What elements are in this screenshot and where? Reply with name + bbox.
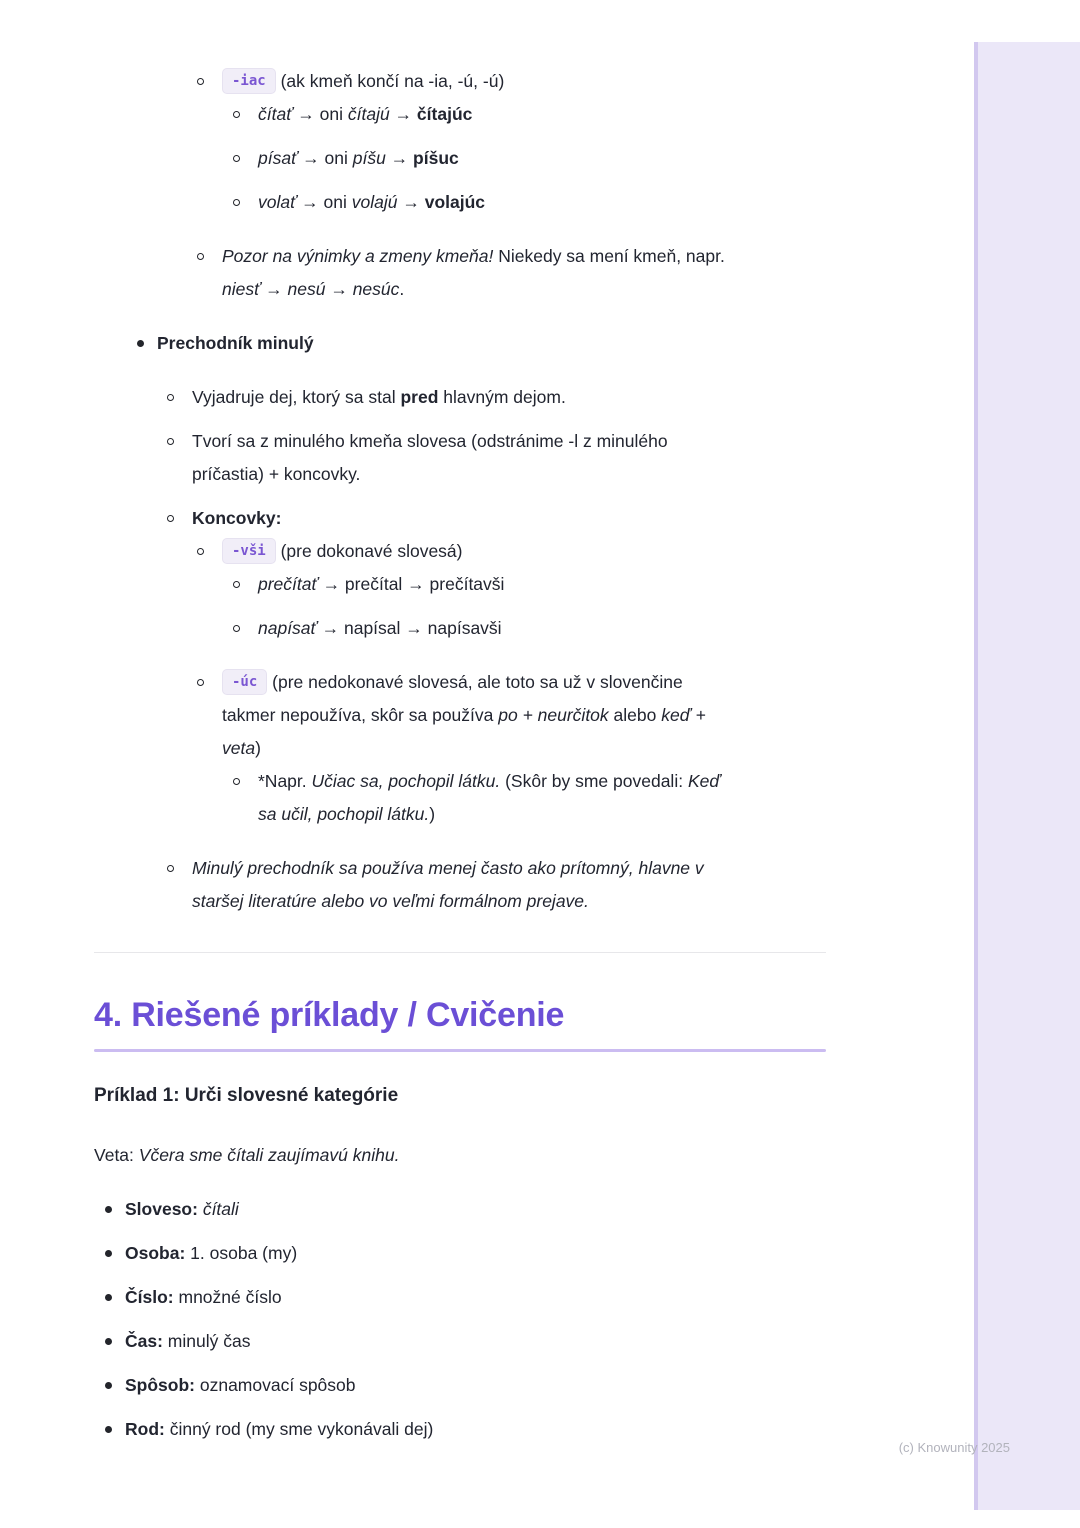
text-segment: niesť → nesú → nesúc — [222, 279, 400, 299]
paragraph — [94, 1139, 826, 1172]
list-item — [94, 765, 826, 831]
paragraph — [94, 1079, 826, 1112]
text-segment: Číslo: — [125, 1287, 174, 1307]
text-segment: Minulý prechodník sa používa menej často ako prítomný, hlavne v — [192, 858, 704, 878]
text-segment: ) — [429, 804, 436, 824]
text-segment: príčastia) + koncovky. — [192, 464, 361, 484]
bullet-circle-marker — [197, 253, 204, 260]
list-item — [94, 568, 826, 601]
text-segment: hlavným dejom. — [438, 387, 566, 407]
text-segment: Spôsob: — [125, 1375, 195, 1395]
text-segment: oznamovací spôsob — [195, 1375, 356, 1395]
text-segment: keď + — [661, 705, 706, 725]
code-badge: -úc — [222, 669, 267, 695]
text-segment: (pre dokonavé slovesá) — [275, 541, 463, 561]
text-segment: čítať — [258, 104, 293, 124]
section-heading: 4. Riešené príklady / Cvičenie — [94, 996, 565, 1034]
text-segment: Včera sme čítali zaujímavú knihu. — [138, 1145, 400, 1165]
list-item — [94, 186, 826, 219]
text-segment: (ak kmeň končí na -ia, -ú, -ú) — [275, 71, 505, 91]
text-segment: takmer nepoužíva, skôr sa používa — [222, 705, 499, 725]
text-segment: čítali — [197, 1199, 239, 1219]
list-item — [94, 852, 826, 918]
list-item — [94, 1237, 826, 1270]
text-segment: staršej literatúre alebo vo veľmi formálnom prejave. — [192, 891, 589, 911]
text-segment: Prechodník minulý — [157, 333, 314, 353]
text-segment: *Napr. — [258, 771, 312, 791]
list-item — [94, 535, 826, 568]
footer-copyright: (c) Knowunity 2025 — [898, 1440, 1010, 1455]
bullet-circle-marker — [197, 548, 204, 555]
text-segment: Tvorí sa z minulého kmeňa slovesa (odstránime -l z minulého — [192, 431, 668, 451]
text-segment: Veta: — [94, 1145, 139, 1165]
code-badge: -iac — [222, 68, 276, 94]
text-segment: → oni — [296, 192, 352, 212]
bullet-circle-marker — [233, 111, 240, 118]
text-segment: → napísal → napísavši — [316, 618, 502, 638]
list-item — [94, 425, 826, 491]
text-segment: veta — [222, 738, 256, 758]
list-item — [94, 502, 826, 535]
text-segment: → prečítal → prečítavši — [317, 574, 505, 594]
text-segment: Koncovky: — [192, 508, 282, 528]
bullet-disc-marker — [105, 1206, 112, 1213]
text-segment: Čas: — [125, 1331, 163, 1351]
bullet-circle-marker — [167, 515, 174, 522]
heading-underline — [94, 1049, 826, 1052]
text-segment: volať — [258, 192, 297, 212]
text-segment: Pozor na výnimky a zmeny kmeňa! — [222, 246, 494, 266]
list-item — [94, 666, 826, 765]
bullet-circle-marker — [167, 394, 174, 401]
list-item — [94, 1281, 826, 1314]
text-segment: Príklad 1: Urči slovesné kategórie — [94, 1085, 399, 1106]
text-segment: . — [399, 279, 405, 299]
text-segment: → oni — [297, 148, 353, 168]
text-segment: sa učil, pochopil látku. — [258, 804, 430, 824]
text-segment: (pre nedokonavé slovesá, ale toto sa už v slovenčine — [267, 672, 683, 692]
bullet-circle-marker — [167, 865, 174, 872]
bullet-circle-marker — [167, 438, 174, 445]
code-badge: -vši — [222, 538, 276, 564]
bullet-circle-marker — [233, 581, 240, 588]
list-item — [94, 1369, 826, 1402]
text-segment: písať — [258, 148, 298, 168]
list-item — [94, 1193, 826, 1226]
text-segment: množné číslo — [173, 1287, 282, 1307]
text-segment: prečítať — [258, 574, 318, 594]
bullet-circle-marker — [233, 155, 240, 162]
list-item — [94, 381, 826, 414]
text-segment: čítajú — [347, 104, 390, 124]
list-item — [94, 65, 826, 98]
text-segment: Keď — [687, 771, 721, 791]
text-segment: → — [389, 104, 417, 124]
bullet-circle-marker — [233, 778, 240, 785]
section-divider — [94, 952, 826, 953]
bullet-disc-marker — [105, 1338, 112, 1345]
bullet-circle-marker — [233, 625, 240, 632]
list-item — [94, 1413, 826, 1446]
text-segment: 1. osoba (my) — [185, 1243, 298, 1263]
text-segment: → oni — [292, 104, 348, 124]
text-segment: ) — [255, 738, 261, 758]
text-segment: Učiac sa, pochopil látku. — [311, 771, 501, 791]
text-segment: napísať — [258, 618, 317, 638]
list-item — [94, 612, 826, 645]
document-content — [94, 0, 826, 1446]
text-segment: minulý čas — [162, 1331, 251, 1351]
text-segment: činný rod (my sme vykonávali dej) — [164, 1419, 434, 1439]
text-segment: (Skôr by sme povedali: — [500, 771, 688, 791]
text-segment: Sloveso: — [125, 1199, 198, 1219]
list-item — [94, 1325, 826, 1358]
text-segment: čítajúc — [416, 104, 473, 124]
list-item — [94, 240, 826, 306]
bullet-disc-marker — [105, 1426, 112, 1433]
text-segment: Niekedy sa mení kmeň, napr. — [493, 246, 725, 266]
text-segment: píšuc — [413, 148, 459, 168]
text-segment: píšu — [352, 148, 386, 168]
list-item — [94, 327, 826, 360]
text-segment: Vyjadruje dej, ktorý sa stal — [192, 387, 401, 407]
scrollbar[interactable] — [974, 42, 978, 1510]
bullet-disc-marker — [105, 1250, 112, 1257]
bullet-circle-marker — [233, 199, 240, 206]
text-segment: → — [397, 192, 425, 212]
text-segment: alebo — [608, 705, 662, 725]
text-segment: → — [385, 148, 414, 168]
bullet-circle-marker — [197, 679, 204, 686]
text-segment: volajúc — [424, 192, 486, 212]
text-segment: pred — [400, 387, 439, 407]
bullet-disc-marker — [137, 340, 144, 347]
list-item — [94, 98, 826, 131]
bullet-disc-marker — [105, 1294, 112, 1301]
side-panel — [974, 42, 1080, 1510]
text-segment: po + neurčitok — [498, 705, 609, 725]
bullet-circle-marker — [197, 78, 204, 85]
text-segment: volajú — [351, 192, 398, 212]
list-item — [94, 142, 826, 175]
text-segment: Osoba: — [125, 1243, 186, 1263]
bullet-disc-marker — [105, 1382, 112, 1389]
text-segment: Rod: — [125, 1419, 165, 1439]
